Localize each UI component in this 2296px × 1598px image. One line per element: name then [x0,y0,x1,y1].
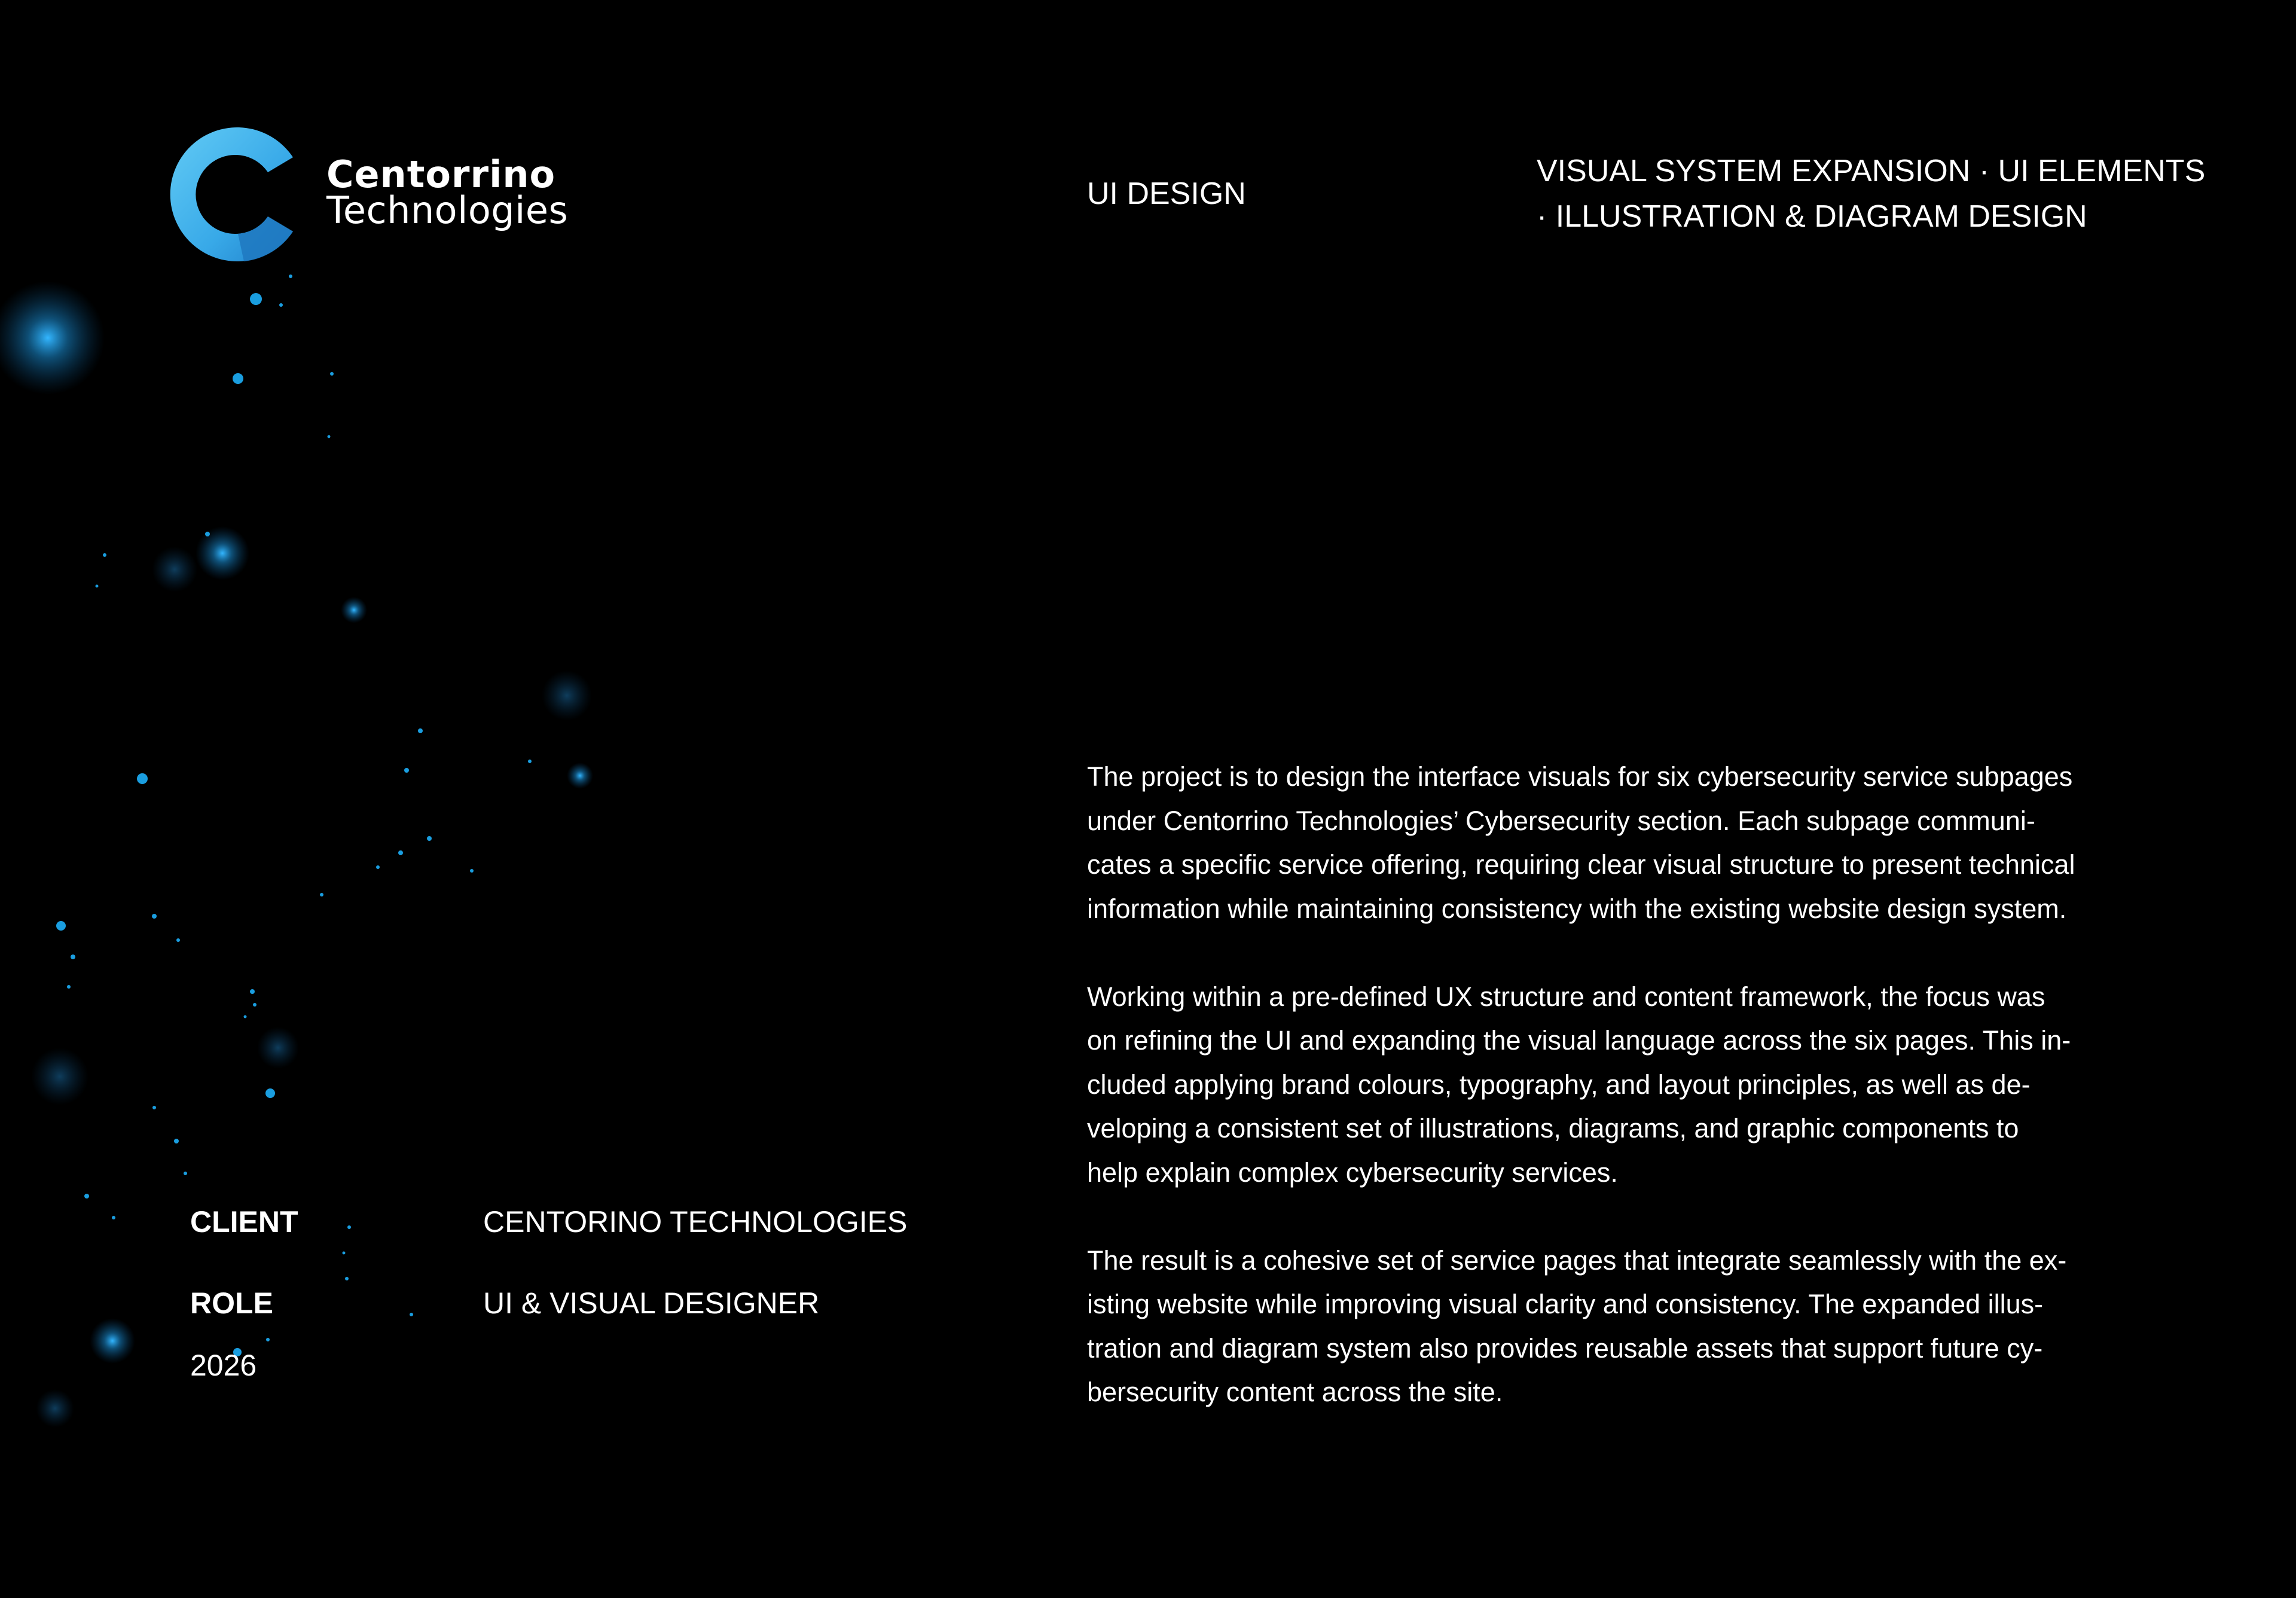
particle-glow [90,1318,135,1364]
particle-dot [398,850,403,855]
particle-dot [404,768,409,773]
project-description [1087,755,2075,1458]
particle-dot [376,865,380,869]
particle-dot [265,1088,275,1098]
particle-dot [470,869,474,873]
client-value: CENTORINO TECHNOLOGIES [483,1205,908,1239]
particle-dot [67,985,71,989]
c-logo-icon [166,123,298,266]
particle-glow [152,547,197,592]
particle-dot [341,597,367,623]
meta-row-client [190,1200,967,1281]
project-scope [1537,148,2206,239]
particle-glow [0,281,105,395]
text-line: tration and diagram system also provides reusable assets that support future cy- [1087,1332,2043,1364]
text-line: under Centorrino Technologies’ Cybersecurity section. Each subpage communi- [1087,805,2035,836]
project-meta [190,1200,967,1382]
text-line: help explain complex cybersecurity services. [1087,1157,1618,1188]
brand-name-line2: Technologies [326,188,569,232]
particle-dot [289,275,292,278]
role-label: ROLE [190,1286,273,1320]
particle-dot [205,532,210,536]
particle-dot [567,763,593,789]
particle-dot [250,989,255,994]
scope-line: · ILLUSTRATION & DIAGRAM DESIGN [1537,199,2087,234]
particle-dot [233,373,243,384]
description-paragraph [1087,975,2071,1195]
text-line: cates a specific service offering, requiring clear visual structure to present technical [1087,849,2075,880]
particle-glow [542,670,592,721]
brand-logo[interactable] [166,123,585,266]
particle-dot [244,1015,247,1018]
particle-dot [152,914,157,919]
particle-dot [253,1003,257,1007]
brand-name-line1: Centorrino [326,153,556,196]
scope-line: VISUAL SYSTEM EXPANSION · UI ELEMENTS [1537,154,2206,188]
particle-glow [257,1027,299,1069]
text-line: bersecurity content across the site. [1087,1377,1503,1407]
text-line: on refining the UI and expanding the visual language across the six pages. This in- [1087,1025,2071,1056]
meta-row-role [190,1281,967,1362]
text-line: cluded applying brand colours, typography, and layout principles, as well as de- [1087,1069,2031,1100]
particle-dot [174,1139,179,1143]
particle-dot [528,760,532,763]
particle-dot [328,435,331,438]
particle-dot [184,1172,187,1175]
particle-dot [418,728,423,733]
particle-dot [279,303,283,307]
particle-dot [112,1216,115,1219]
description-paragraph [1087,755,2075,931]
particle-dot [330,372,334,376]
text-line: isting website while improving visual clarity and consistency. The expanded illus- [1087,1289,2044,1319]
text-line: The project is to design the interface visuals for six cybersecurity service subpages [1087,761,2073,792]
particle-glow [196,526,249,580]
particle-dot [56,921,66,931]
text-line: information while maintaining consistency with the existing website design system. [1087,893,2067,924]
particle-glow [36,1389,74,1428]
particle-glow [31,1048,88,1105]
particle-dot [137,773,148,784]
text-line: The result is a cohesive set of service pages that integrate seamlessly with the ex- [1087,1245,2067,1276]
particle-dot [103,553,106,557]
role-value: UI & VISUAL DESIGNER [483,1286,820,1320]
project-year: 2026 [190,1349,257,1382]
particle-dot [71,954,75,959]
particle-dot [320,893,323,896]
particle-dot [250,293,262,305]
particle-dot [176,938,180,942]
particle-dot [84,1194,89,1198]
text-line: Working within a pre-defined UX structure and content framework, the focus was [1087,981,2045,1012]
client-label: CLIENT [190,1205,298,1239]
particle-dot [152,1106,156,1109]
particle-dot [427,836,432,841]
particle-dot [96,585,99,588]
discipline-label: UI DESIGN [1087,176,1246,211]
text-line: veloping a consistent set of illustrations, diagrams, and graphic components to [1087,1113,2019,1143]
description-paragraph [1087,1239,2068,1414]
